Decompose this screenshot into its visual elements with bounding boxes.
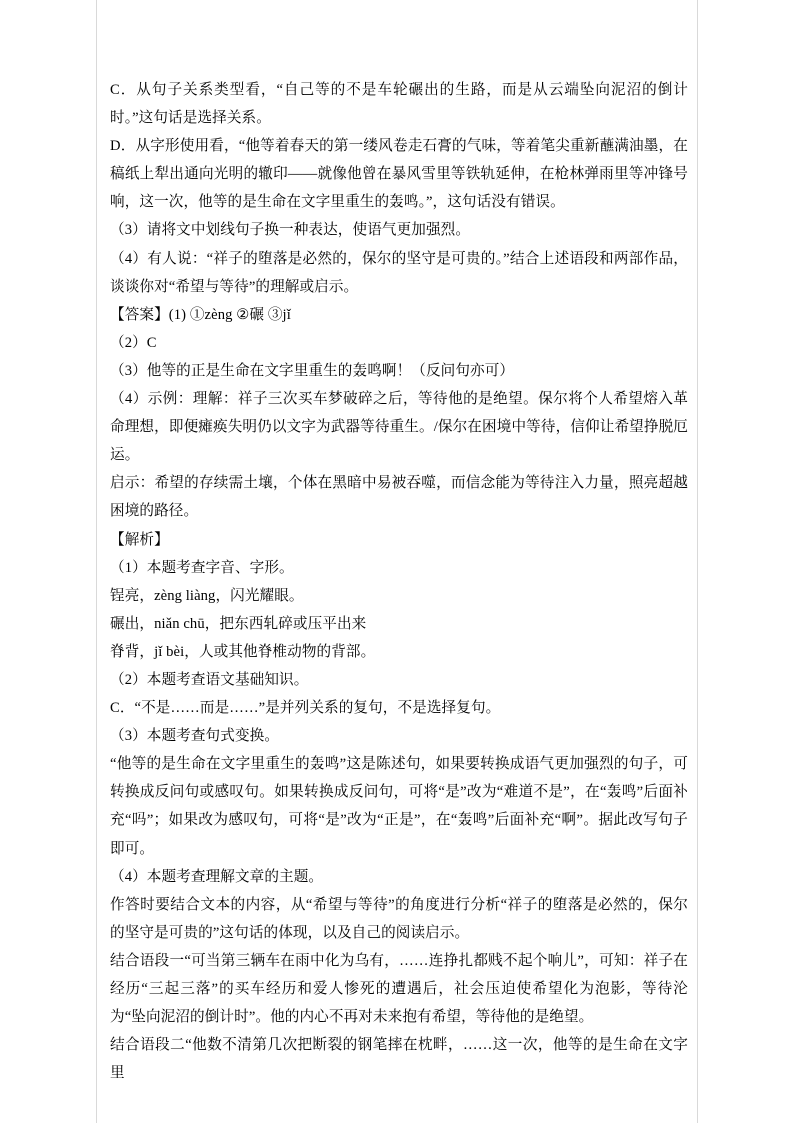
answer-1: 【答案】(1) ①zèng ②碾 ③jǐ [110, 306, 291, 323]
analysis-3: （3）本题考查句式变换。 [110, 728, 280, 745]
document-content [110, 76, 688, 1087]
analysis-1c: 脊背，jǐ bèi，人或其他脊椎动物的背部。 [110, 643, 376, 660]
analysis-2a: C．“不是……而是……”是并列关系的复句，不是选择复句。 [110, 700, 501, 717]
left-margin-rule [96, 0, 97, 1123]
answer-2: （2）C [110, 334, 157, 351]
answer-3: （3）他等的正是生命在文字里重生的轰鸣啊！（反问句亦可） [110, 362, 515, 379]
option-c-line: C．从句子关系类型看，“自己等的不是车轮碾出的生路，而是从云端坠向泥沼的倒计时。”这句话是选择关系。 [110, 82, 688, 127]
analysis-4: （4）本题考查理解文章的主题。 [110, 868, 324, 885]
question-4: （4）有人说：“祥子的堕落是必然的，保尔的坚守是可贵的。”结合上述语段和两部作品，谈谈你对“希望与等待”的理解或启示。 [110, 250, 688, 295]
analysis-1a: 锃亮，zèng liàng，闪光耀眼。 [110, 587, 304, 604]
right-margin-rule [697, 0, 698, 1123]
question-3: （3）请将文中划线句子换一种表达，使语气更加强烈。 [110, 222, 471, 239]
analysis-heading: 【解析】 [110, 531, 169, 548]
option-d-line: D．从字形使用看，“他等着春天的第一缕风卷走石膏的气味，等着笔尖重新蘸满油墨，在稿纸上犁出通向光明的辙印——就像他曾在暴风雪里等铁轨延伸，在枪林弹雨里等冲锋号响，这一次，他等的是生命在文字里重生的轰鸣。”，这句话没有错误。 [110, 138, 688, 211]
analysis-1: （1）本题考查字音、字形。 [110, 559, 294, 576]
analysis-4a: 作答时要结合文本的内容，从“希望与等待”的角度进行分析“祥子的堕落是必然的，保尔的坚守是可贵的”这句话的体现，以及自己的阅读启示。 [110, 896, 688, 941]
analysis-4c: 结合语段二“他数不清第几次把断裂的钢笔摔在枕畔，……这一次，他等的是生命在文字里 [110, 1037, 688, 1082]
analysis-4b: 结合语段一“可当第三辆车在雨中化为乌有，……连挣扎都贱不起个响儿”，可知：祥子在经历“三起三落”的买车经历和爱人惨死的遭遇后，社会压迫使希望化为泡影，等待沦为“坠向泥沼的倒计时”。他的内心不再对未来抱有希望，等待他的是绝望。 [110, 952, 688, 1026]
analysis-2: （2）本题考查语文基础知识。 [110, 671, 309, 688]
answer-4: （4）示例：理解：祥子三次买车梦破碎之后，等待他的是绝望。保尔将个人希望熔入革命理想，即便瘫痪失明仍以文字为武器等待重生。/保尔在困境中等待，信仰让希望挣脱厄运。 [110, 391, 688, 464]
answer-4-insight: 启示：希望的存续需土壤，个体在黑暗中易被吞噬，而信念能为等待注入力量，照亮超越困境的路径。 [110, 475, 688, 520]
analysis-3a: “他等的是生命在文字里重生的轰鸣”这是陈述句，如果要转换成语气更加强烈的句子，可转换成反问句或感叹句。如果转换成反问句，可将“是”改为“难道不是”，在“轰鸣”后面补充“吗”；如果改为感叹句，可将“是”改为“正是”，在“轰鸣”后面补充“啊”。据此改写句子即可。 [110, 756, 688, 857]
analysis-1b: 碾出，niǎn chū，把东西轧碎或压平出来 [110, 615, 367, 632]
